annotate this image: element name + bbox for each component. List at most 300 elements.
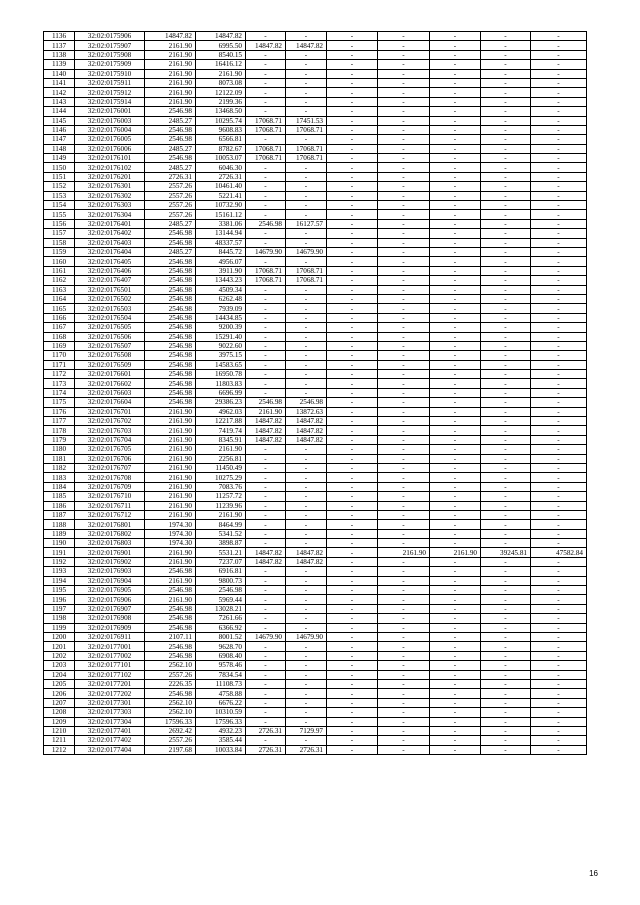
table-cell: 32:02:0176304 — [75, 210, 145, 219]
table-cell: - — [327, 633, 378, 642]
table-row — [44, 210, 587, 219]
table-cell: - — [246, 285, 286, 294]
table-cell: 1140 — [44, 69, 75, 78]
table-cell: - — [430, 473, 481, 482]
table-cell: - — [430, 41, 481, 50]
table-cell: - — [430, 510, 481, 519]
table-cell: 1189 — [44, 529, 75, 538]
table-cell: 2161.90 — [246, 407, 286, 416]
table-cell: - — [531, 276, 587, 285]
table-cell: 1199 — [44, 623, 75, 632]
table-cell: - — [327, 642, 378, 651]
table-cell: 9608.83 — [196, 125, 246, 134]
table-cell: 2161.90 — [145, 548, 196, 557]
table-cell: - — [430, 604, 481, 613]
table-cell: 17596.33 — [196, 717, 246, 726]
table-row — [44, 708, 587, 717]
table-cell: - — [430, 323, 481, 332]
table-cell: 1166 — [44, 313, 75, 322]
table-cell: - — [246, 454, 286, 463]
table-cell: 32:02:0176903 — [75, 567, 145, 576]
table-cell: 2726.31 — [196, 172, 246, 181]
table-cell: - — [286, 689, 327, 698]
table-cell: - — [481, 379, 531, 388]
table-cell: 17068.71 — [246, 116, 286, 125]
table-cell: - — [481, 154, 531, 163]
table-row — [44, 125, 587, 134]
table-cell: - — [246, 135, 286, 144]
table-cell: - — [481, 633, 531, 642]
table-cell: - — [378, 417, 430, 426]
table-cell: 32:02:0176710 — [75, 492, 145, 501]
table-cell: 32:02:0175907 — [75, 41, 145, 50]
table-cell: - — [327, 717, 378, 726]
table-cell: - — [327, 548, 378, 557]
table-cell: - — [481, 604, 531, 613]
table-cell: 32:02:0176407 — [75, 276, 145, 285]
table-cell: - — [378, 426, 430, 435]
table-cell: - — [430, 210, 481, 219]
table-cell: - — [246, 294, 286, 303]
table-row — [44, 41, 587, 50]
table-cell: - — [531, 41, 587, 50]
table-cell: 6916.81 — [196, 567, 246, 576]
table-cell: - — [531, 633, 587, 642]
table-cell: 5969.44 — [196, 595, 246, 604]
table-cell: 32:02:0177101 — [75, 661, 145, 670]
table-cell: - — [430, 191, 481, 200]
table-cell: - — [327, 379, 378, 388]
table-cell: - — [531, 135, 587, 144]
table-cell: - — [481, 323, 531, 332]
table-cell: - — [430, 360, 481, 369]
table-cell: 1203 — [44, 661, 75, 670]
table-cell: 3585.44 — [196, 736, 246, 745]
table-cell: 2546.98 — [145, 285, 196, 294]
table-cell: 2546.98 — [145, 229, 196, 238]
table-cell: - — [378, 482, 430, 491]
table-cell: - — [531, 163, 587, 172]
table-row — [44, 417, 587, 426]
table-cell: - — [481, 266, 531, 275]
table-cell: 14679.90 — [286, 247, 327, 256]
table-cell: - — [378, 41, 430, 50]
table-row — [44, 247, 587, 256]
table-cell: - — [327, 154, 378, 163]
table-cell: - — [531, 679, 587, 688]
table-cell: 2546.98 — [196, 586, 246, 595]
table-row — [44, 313, 587, 322]
table-cell: 1192 — [44, 557, 75, 566]
table-cell: - — [481, 407, 531, 416]
table-cell: 32:02:0176802 — [75, 529, 145, 538]
table-cell: 17451.53 — [286, 116, 327, 125]
table-cell: 32:02:0176508 — [75, 351, 145, 360]
table-cell: - — [531, 97, 587, 106]
table-cell: 32:02:0175914 — [75, 97, 145, 106]
table-cell: 2557.26 — [145, 191, 196, 200]
table-cell: - — [531, 745, 587, 754]
table-cell: 1180 — [44, 445, 75, 454]
table-cell: - — [378, 341, 430, 350]
table-row — [44, 379, 587, 388]
table-cell: 6366.92 — [196, 623, 246, 632]
table-cell: 14847.82 — [246, 417, 286, 426]
table-cell: 2161.90 — [145, 41, 196, 50]
table-cell: - — [481, 32, 531, 41]
table-cell: 9200.39 — [196, 323, 246, 332]
table-cell: - — [531, 247, 587, 256]
table-cell: - — [531, 520, 587, 529]
table-cell: - — [286, 717, 327, 726]
table-cell: - — [246, 210, 286, 219]
table-cell: - — [531, 370, 587, 379]
table-cell: - — [286, 60, 327, 69]
table-cell: - — [286, 69, 327, 78]
table-cell: - — [286, 360, 327, 369]
table-row — [44, 88, 587, 97]
table-row — [44, 633, 587, 642]
table-cell: 2692.42 — [145, 726, 196, 735]
table-cell: - — [286, 623, 327, 632]
table-cell: - — [286, 304, 327, 313]
table-cell: - — [378, 501, 430, 510]
table-cell: 7129.97 — [286, 726, 327, 735]
table-row — [44, 445, 587, 454]
table-cell: - — [481, 557, 531, 566]
table-cell: - — [531, 313, 587, 322]
table-cell: 32:02:0175910 — [75, 69, 145, 78]
table-cell: - — [378, 107, 430, 116]
table-cell: 14847.82 — [246, 548, 286, 557]
table-cell: 1178 — [44, 426, 75, 435]
table-cell: 2546.98 — [286, 398, 327, 407]
table-cell: 1201 — [44, 642, 75, 651]
table-cell: - — [531, 210, 587, 219]
table-row — [44, 501, 587, 510]
table-cell: - — [430, 736, 481, 745]
table-cell: - — [246, 257, 286, 266]
table-cell: - — [378, 172, 430, 181]
table-cell: 1146 — [44, 125, 75, 134]
table-cell: - — [327, 32, 378, 41]
table-cell: - — [378, 736, 430, 745]
table-cell: - — [531, 379, 587, 388]
table-cell: - — [481, 304, 531, 313]
table-cell: 10310.59 — [196, 708, 246, 717]
table-cell: 2546.98 — [145, 323, 196, 332]
table-cell: - — [246, 708, 286, 717]
table-row — [44, 463, 587, 472]
table-cell: - — [481, 201, 531, 210]
table-cell: - — [286, 604, 327, 613]
table-cell: 32:02:0176604 — [75, 398, 145, 407]
table-cell: - — [481, 510, 531, 519]
table-row — [44, 407, 587, 416]
table-cell: 2161.90 — [196, 445, 246, 454]
table-cell: - — [378, 163, 430, 172]
table-cell: - — [430, 557, 481, 566]
table-cell: - — [286, 238, 327, 247]
table-cell: 32:02:0176101 — [75, 154, 145, 163]
table-cell: 1183 — [44, 473, 75, 482]
table-cell: - — [378, 78, 430, 87]
table-cell: - — [531, 482, 587, 491]
table-cell: - — [481, 229, 531, 238]
table-cell: - — [481, 717, 531, 726]
table-cell: 32:02:0176707 — [75, 463, 145, 472]
table-cell: - — [531, 708, 587, 717]
table-cell: - — [286, 351, 327, 360]
table-cell: 1175 — [44, 398, 75, 407]
table-cell: - — [531, 557, 587, 566]
table-cell: 2546.98 — [246, 219, 286, 228]
table-cell: 32:02:0176709 — [75, 482, 145, 491]
table-cell: 1143 — [44, 97, 75, 106]
table-cell: - — [246, 88, 286, 97]
table-cell: - — [327, 529, 378, 538]
table-cell: 1187 — [44, 510, 75, 519]
table-cell: - — [246, 529, 286, 538]
table-row — [44, 163, 587, 172]
table-cell: 32:02:0175912 — [75, 88, 145, 97]
table-cell: - — [430, 745, 481, 754]
table-cell: 1150 — [44, 163, 75, 172]
table-cell: - — [246, 370, 286, 379]
table-cell: - — [531, 539, 587, 548]
table-cell: - — [531, 445, 587, 454]
table-cell: 2546.98 — [145, 313, 196, 322]
table-cell: 32:02:0176406 — [75, 266, 145, 275]
table-cell: 14679.90 — [286, 633, 327, 642]
table-cell: 1173 — [44, 379, 75, 388]
table-cell: - — [378, 576, 430, 585]
table-cell: 32:02:0176506 — [75, 332, 145, 341]
table-row — [44, 473, 587, 482]
table-cell: - — [481, 69, 531, 78]
table-cell: - — [378, 604, 430, 613]
table-cell: - — [378, 201, 430, 210]
table-cell: - — [246, 670, 286, 679]
table-cell: 32:02:0176905 — [75, 586, 145, 595]
table-cell: 2161.90 — [145, 454, 196, 463]
table-cell: - — [327, 370, 378, 379]
table-cell: - — [531, 417, 587, 426]
table-cell: - — [327, 135, 378, 144]
table-cell: - — [430, 60, 481, 69]
table-cell: - — [286, 492, 327, 501]
table-cell: - — [531, 398, 587, 407]
table-cell: 2726.31 — [286, 745, 327, 754]
table-cell: 32:02:0175908 — [75, 50, 145, 59]
table-cell: 2557.26 — [145, 670, 196, 679]
table-cell: - — [481, 97, 531, 106]
table-cell: 32:02:0176001 — [75, 107, 145, 116]
table-cell: - — [378, 492, 430, 501]
table-cell: 2161.90 — [145, 510, 196, 519]
table-cell: - — [327, 689, 378, 698]
table-cell: 12217.88 — [196, 417, 246, 426]
table-cell: 11257.72 — [196, 492, 246, 501]
table-cell: - — [378, 154, 430, 163]
table-cell: 13144.94 — [196, 229, 246, 238]
table-cell: 1164 — [44, 294, 75, 303]
table-cell: - — [378, 379, 430, 388]
table-cell: - — [246, 445, 286, 454]
table-cell: - — [481, 125, 531, 134]
table-cell: - — [286, 379, 327, 388]
table-cell: - — [286, 323, 327, 332]
table-cell: - — [286, 482, 327, 491]
table-cell: 1179 — [44, 435, 75, 444]
table-cell: - — [246, 313, 286, 322]
table-cell: - — [481, 689, 531, 698]
table-cell: - — [481, 332, 531, 341]
table-row — [44, 557, 587, 566]
table-cell: 14847.82 — [286, 41, 327, 50]
table-cell: 32:02:0177102 — [75, 670, 145, 679]
table-cell: - — [531, 107, 587, 116]
table-cell: - — [378, 717, 430, 726]
table-cell: - — [246, 191, 286, 200]
table-cell: - — [286, 229, 327, 238]
table-cell: - — [430, 614, 481, 623]
table-cell: 2546.98 — [145, 604, 196, 613]
table-cell: 2161.90 — [145, 60, 196, 69]
table-cell: - — [246, 388, 286, 397]
table-row — [44, 717, 587, 726]
table-cell: 1188 — [44, 520, 75, 529]
table-cell: - — [327, 623, 378, 632]
table-row — [44, 360, 587, 369]
table-cell: - — [246, 69, 286, 78]
table-cell: - — [378, 60, 430, 69]
table-cell: - — [531, 567, 587, 576]
table-row — [44, 201, 587, 210]
table-cell: 16416.12 — [196, 60, 246, 69]
table-cell: - — [531, 294, 587, 303]
table-cell: 1168 — [44, 332, 75, 341]
table-cell: - — [430, 32, 481, 41]
table-cell: - — [481, 398, 531, 407]
table-cell: - — [481, 614, 531, 623]
table-cell: - — [378, 88, 430, 97]
table-cell: 14847.82 — [246, 41, 286, 50]
table-cell: 2546.98 — [145, 257, 196, 266]
table-cell: - — [327, 614, 378, 623]
table-cell: 2161.90 — [430, 548, 481, 557]
table-cell: 32:02:0176603 — [75, 388, 145, 397]
table-cell: 1151 — [44, 172, 75, 181]
table-cell: - — [430, 642, 481, 651]
table-cell: 14679.90 — [246, 247, 286, 256]
table-cell: - — [430, 407, 481, 416]
table-cell: - — [327, 107, 378, 116]
table-cell: 32:02:0176801 — [75, 520, 145, 529]
table-cell: 1142 — [44, 88, 75, 97]
table-cell: 32:02:0176102 — [75, 163, 145, 172]
table-cell: 2546.98 — [145, 238, 196, 247]
table-cell: - — [430, 144, 481, 153]
table-cell: - — [481, 78, 531, 87]
table-cell: 17068.71 — [246, 154, 286, 163]
table-cell: - — [286, 210, 327, 219]
table-cell: - — [286, 501, 327, 510]
table-cell: 1169 — [44, 341, 75, 350]
table-cell: - — [531, 501, 587, 510]
table-cell: 14847.82 — [286, 557, 327, 566]
table-cell: - — [430, 492, 481, 501]
table-cell: 4932.23 — [196, 726, 246, 735]
table-cell: - — [531, 144, 587, 153]
table-cell: 32:02:0176404 — [75, 247, 145, 256]
table-cell: - — [327, 445, 378, 454]
table-cell: 1974.30 — [145, 520, 196, 529]
table-cell: - — [531, 454, 587, 463]
table-cell: - — [286, 473, 327, 482]
table-cell: - — [430, 229, 481, 238]
table-cell: - — [378, 445, 430, 454]
table-cell: - — [378, 708, 430, 717]
table-cell: 2161.90 — [145, 69, 196, 78]
table-cell: - — [246, 229, 286, 238]
table-cell: - — [430, 50, 481, 59]
table-cell: 32:02:0176509 — [75, 360, 145, 369]
table-cell: - — [481, 210, 531, 219]
table-cell: - — [327, 510, 378, 519]
table-cell: - — [378, 435, 430, 444]
table-cell: - — [430, 332, 481, 341]
table-row — [44, 698, 587, 707]
table-cell: - — [286, 172, 327, 181]
table-cell: - — [378, 125, 430, 134]
table-cell: - — [531, 69, 587, 78]
table-cell: - — [378, 529, 430, 538]
table-cell: - — [531, 510, 587, 519]
table-cell: 2226.35 — [145, 679, 196, 688]
table-cell: - — [327, 407, 378, 416]
table-cell: 1191 — [44, 548, 75, 557]
table-cell: 1211 — [44, 736, 75, 745]
table-row — [44, 651, 587, 660]
table-cell: - — [327, 266, 378, 275]
table-cell: 1171 — [44, 360, 75, 369]
table-cell: 1212 — [44, 745, 75, 754]
table-row — [44, 745, 587, 754]
table-cell: - — [378, 304, 430, 313]
table-cell: - — [430, 351, 481, 360]
table-row — [44, 661, 587, 670]
table-cell: - — [327, 50, 378, 59]
table-cell: - — [378, 294, 430, 303]
table-cell: - — [430, 539, 481, 548]
table-cell: 2546.98 — [145, 370, 196, 379]
table-cell: - — [531, 219, 587, 228]
table-cell: - — [481, 116, 531, 125]
table-cell: - — [430, 463, 481, 472]
table-cell: 32:02:0176706 — [75, 454, 145, 463]
table-cell: 1205 — [44, 679, 75, 688]
table-cell: - — [531, 191, 587, 200]
table-cell: - — [327, 426, 378, 435]
table-cell: 47582.84 — [531, 548, 587, 557]
table-cell: - — [327, 492, 378, 501]
table-cell: - — [378, 539, 430, 548]
table-row — [44, 510, 587, 519]
table-cell: - — [430, 116, 481, 125]
table-cell: - — [378, 238, 430, 247]
table-cell: 17068.71 — [286, 154, 327, 163]
